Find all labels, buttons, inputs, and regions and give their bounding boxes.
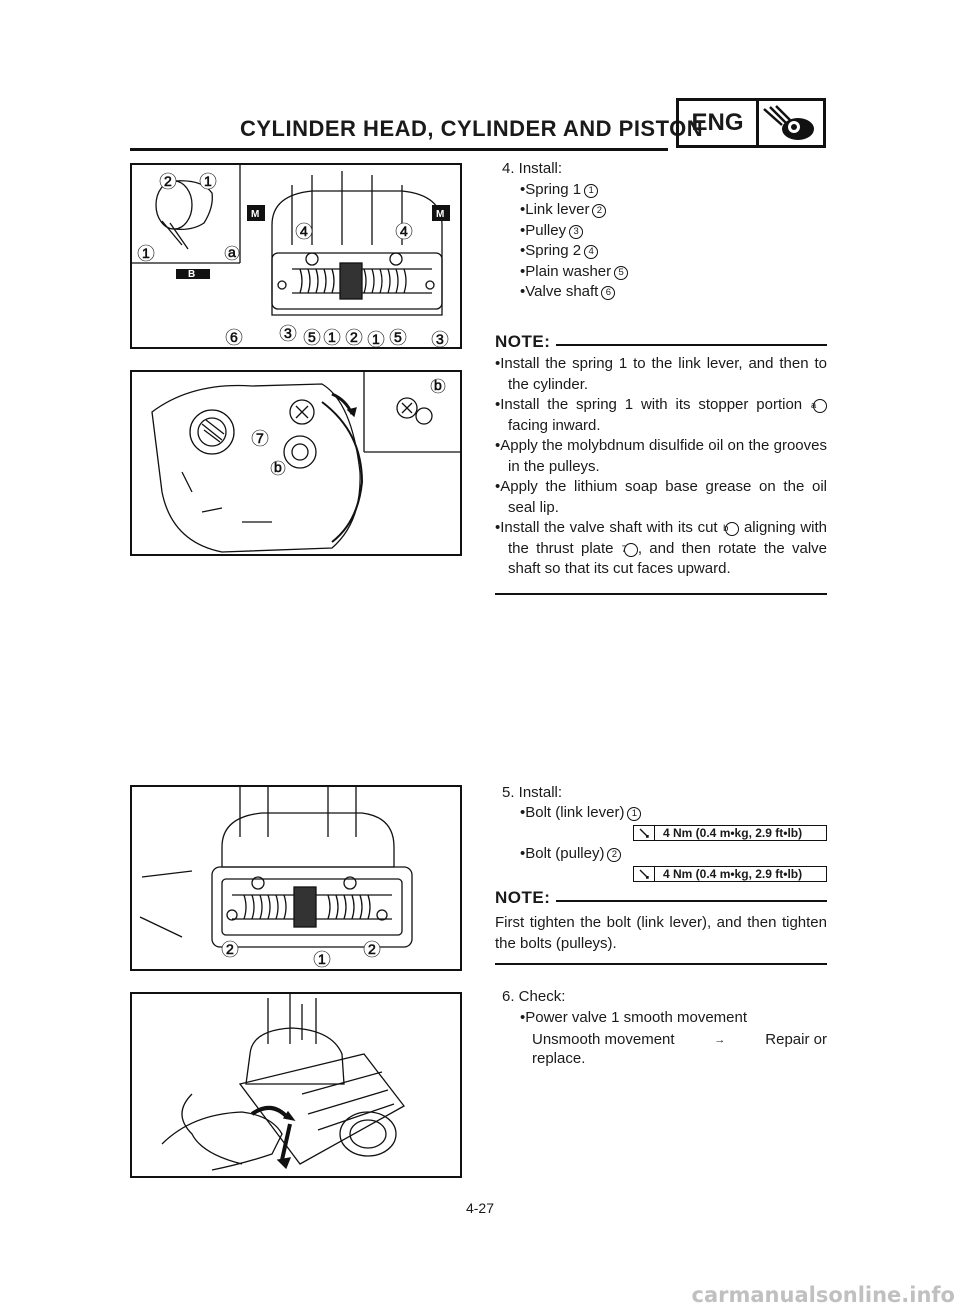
note-rule — [556, 344, 827, 346]
fig3-callout: 2 — [368, 941, 376, 957]
item-number: 4 — [584, 245, 598, 259]
fig1-callout: 1 — [328, 329, 336, 345]
figure-check-movement — [130, 992, 462, 1178]
note-label: NOTE: — [495, 888, 551, 907]
figure-bolts — [130, 785, 462, 971]
svg-text:M: M — [251, 209, 260, 220]
item-number: 1 — [584, 184, 598, 198]
step-6-item: •Power valve 1 smooth movement — [520, 1009, 748, 1026]
section-label: ENG — [679, 101, 759, 145]
note-end-rule — [495, 963, 827, 965]
step-5-title: 5. Install: — [502, 784, 563, 801]
item-number: 1 — [627, 807, 641, 821]
item-number: 2 — [607, 848, 621, 862]
step-5-item: •Bolt (link lever) 1 — [520, 804, 641, 821]
step-4-item: •Link lever 2 — [520, 201, 606, 218]
item-number: 5 — [614, 266, 628, 280]
torque-spec: 4 Nm (0.4 m•kg, 2.9 ft•lb) — [633, 825, 827, 841]
fig1-callout: 3 — [284, 325, 292, 341]
torque-wrench-icon — [634, 867, 655, 881]
engine-tool-icon — [759, 101, 823, 145]
note-label: NOTE: — [495, 332, 551, 351]
section-tab — [676, 98, 826, 148]
page-title: CYLINDER HEAD, CYLINDER AND PISTON — [240, 116, 704, 141]
header-rule — [130, 148, 668, 151]
svg-text:B: B — [188, 269, 196, 280]
fig1-callout: a — [228, 244, 236, 260]
note-item: •Install the spring 1 to the link lever, and then to the cylinder. — [495, 355, 827, 393]
fig2-callout: b — [274, 459, 282, 475]
svg-text:M: M — [436, 209, 445, 220]
torque-spec: 4 Nm (0.4 m•kg, 2.9 ft•lb) — [633, 866, 827, 882]
fig1-callout: 5 — [394, 329, 402, 345]
step-4-item: •Pulley 3 — [520, 222, 583, 239]
fig1-callout: 5 — [308, 329, 316, 345]
step-4-item: •Spring 1 1 — [520, 181, 598, 198]
page-number: 4-27 — [465, 1200, 495, 1216]
fig1-callout: 1 — [142, 245, 150, 261]
watermark: carmanualsonline.info — [691, 1283, 955, 1307]
item-number: 6 — [601, 286, 615, 300]
fig1-callout: 1 — [372, 331, 380, 347]
note-body — [495, 354, 827, 580]
note-body: First tighten the bolt (link lever), and then tighten the bolts (pulleys). — [495, 914, 827, 952]
fig2-callout: 7 — [256, 430, 264, 446]
step-4-item: •Plain washer 5 — [520, 263, 628, 280]
note-item: •Install the spring 1 with its stopper portion a facing inward. — [495, 395, 827, 436]
note-item: •Apply the molybdnum disulfide oil on the grooves in the pulleys. — [495, 437, 827, 475]
fig1-callout: 2 — [164, 173, 172, 189]
note-rule — [556, 900, 827, 902]
note-item: •Install the valve shaft with its cut b aligning with the thrust plate 7 , and then rotate the valve shaft so that its cut faces upward. — [495, 519, 828, 577]
step-6-result-cont: replace. — [532, 1050, 586, 1067]
fig1-callout: 4 — [400, 223, 408, 239]
fig3-callout: 1 — [318, 951, 326, 967]
figure-valve-assembly — [130, 163, 462, 349]
step-6-title: 6. Check: — [502, 988, 566, 1005]
step-6-result: Unsmooth movement → Repair or — [532, 1030, 827, 1051]
item-number: 2 — [592, 204, 606, 218]
fig1-callout: 2 — [350, 329, 358, 345]
step-4-item: •Spring 2 4 — [520, 242, 598, 259]
note-end-rule — [495, 593, 827, 595]
figure-thrust-plate — [130, 370, 462, 556]
fig1-callout: 1 — [204, 173, 212, 189]
torque-wrench-icon — [634, 826, 655, 840]
fig2-callout: b — [434, 377, 442, 393]
step-5-item: •Bolt (pulley) 2 — [520, 845, 621, 862]
step-4-item: •Valve shaft 6 — [520, 283, 615, 300]
fig1-callout: 6 — [230, 329, 238, 345]
step-4-title: 4. Install: — [502, 160, 563, 177]
fig3-callout: 2 — [226, 941, 234, 957]
note-item: •Apply the lithium soap base grease on the oil seal lip. — [495, 478, 827, 516]
fig1-callout: 4 — [300, 223, 308, 239]
fig1-callout: 3 — [436, 331, 444, 347]
item-number: 3 — [569, 225, 583, 239]
arrow-icon: → — [714, 1034, 726, 1046]
